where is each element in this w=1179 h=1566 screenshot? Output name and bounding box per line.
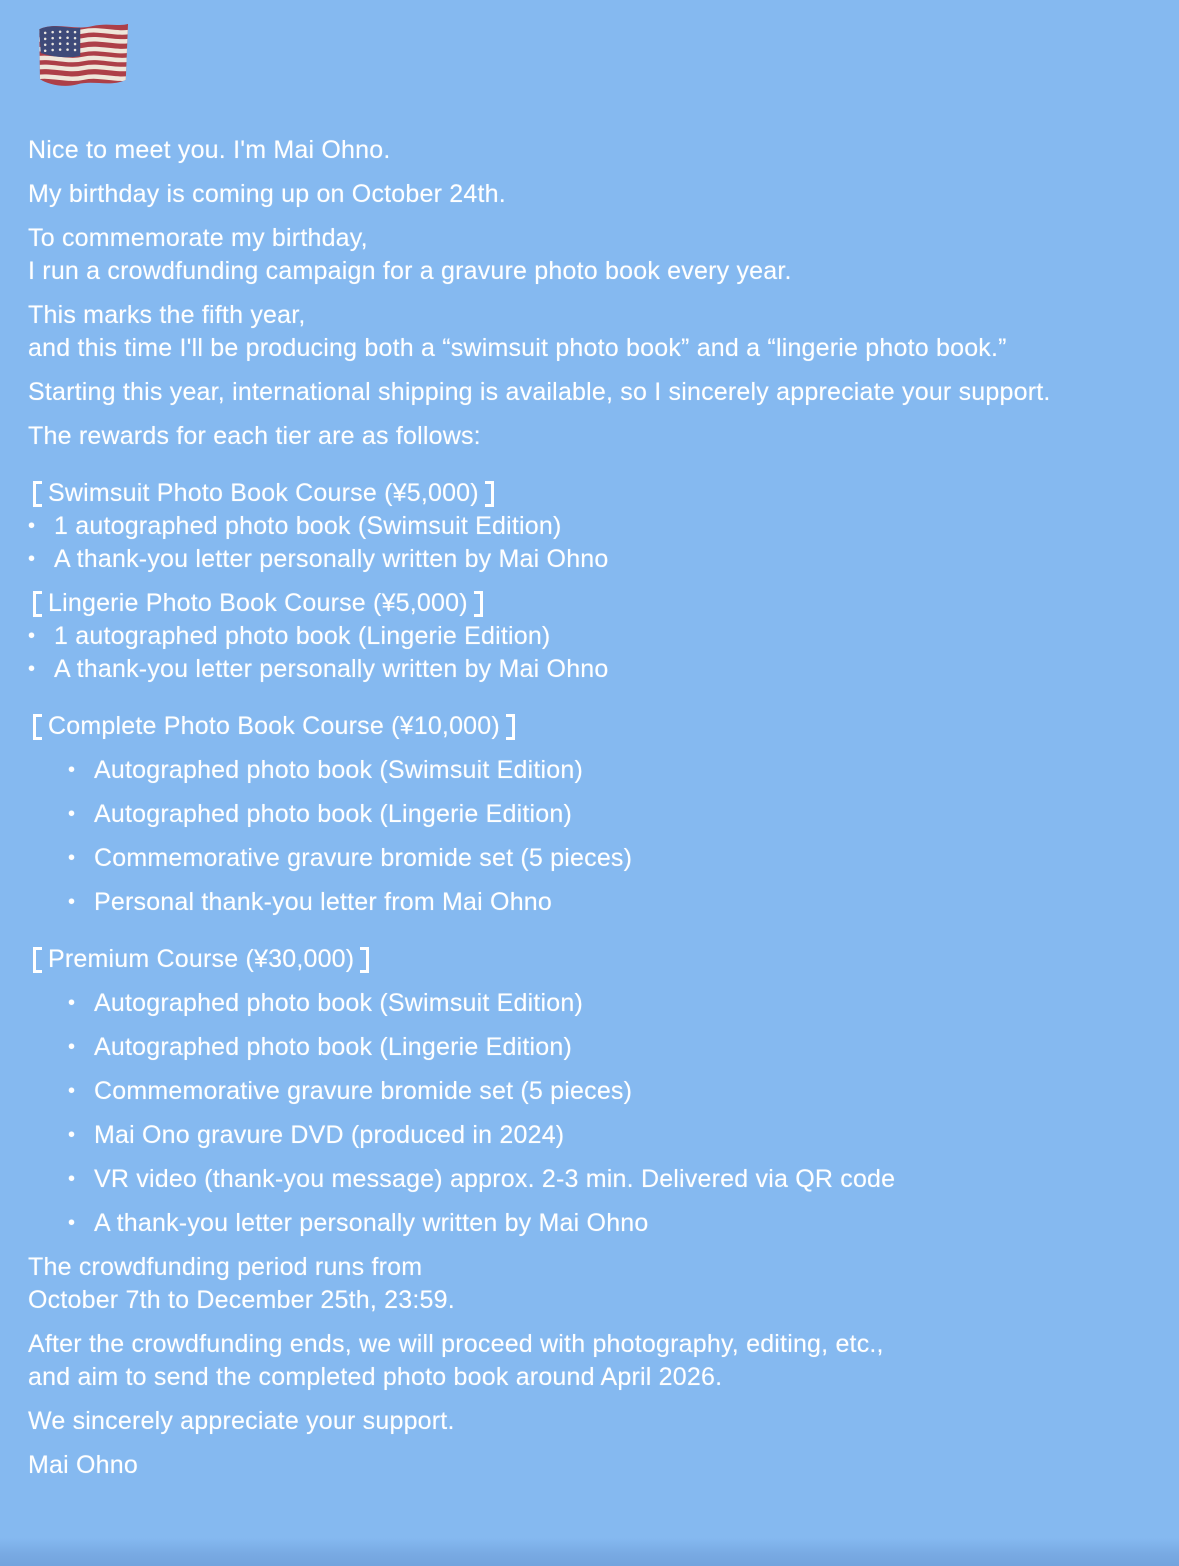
reward-text: Autographed photo book (Swimsuit Edition) bbox=[94, 989, 584, 1017]
bullet-icon: • bbox=[28, 625, 36, 647]
course-title bbox=[28, 477, 1163, 510]
lenticular-bracket-close-icon bbox=[485, 481, 494, 507]
reward-text: Personal thank-you letter from Mai Ohno bbox=[94, 888, 553, 916]
lenticular-bracket-open-icon bbox=[33, 947, 42, 973]
reward-text: Autographed photo book (Lingerie Edition) bbox=[94, 800, 572, 828]
bullet-icon: • bbox=[68, 1124, 76, 1146]
text-line: I run a crowdfunding campaign for a gravure photo book every year. bbox=[28, 257, 792, 285]
lenticular-bracket-close-icon bbox=[360, 947, 369, 973]
reward-item bbox=[28, 620, 1163, 653]
bullet-icon: • bbox=[28, 548, 36, 570]
reward-item bbox=[28, 653, 1163, 686]
bullet-icon: • bbox=[28, 515, 36, 537]
footer-period bbox=[28, 1251, 1163, 1317]
text-line: Nice to meet you. I'm Mai Ohno. bbox=[28, 136, 391, 164]
reward-item bbox=[28, 543, 1163, 576]
course-premium bbox=[28, 943, 1163, 1240]
lenticular-bracket-open-icon bbox=[33, 714, 42, 740]
footer-schedule bbox=[28, 1328, 1163, 1394]
bullet-icon: • bbox=[28, 658, 36, 680]
bottom-shade-strip bbox=[0, 1538, 1179, 1566]
reward-text: Autographed photo book (Swimsuit Edition) bbox=[94, 756, 584, 784]
reward-item bbox=[28, 886, 1163, 919]
intro-shipping bbox=[28, 376, 1163, 409]
text-line: The crowdfunding period runs from bbox=[28, 1253, 423, 1281]
intro-rewards-lead bbox=[28, 420, 1163, 453]
bullet-icon: • bbox=[68, 1036, 76, 1058]
intro-birthday bbox=[28, 178, 1163, 211]
intro-fifth-year bbox=[28, 299, 1163, 365]
text-line: Mai Ohno bbox=[28, 1451, 138, 1479]
course-title-text: Complete Photo Book Course (¥10,000) bbox=[48, 712, 500, 740]
text-line: Starting this year, international shipping is available, so I sincerely appreciate your support. bbox=[28, 378, 1051, 406]
us-flag-svg bbox=[34, 20, 131, 92]
course-title bbox=[28, 710, 1163, 743]
announcement-body bbox=[0, 92, 1179, 1482]
lenticular-bracket-close-icon bbox=[474, 591, 483, 617]
reward-text: Mai Ono gravure DVD (produced in 2024) bbox=[94, 1121, 565, 1149]
reward-item bbox=[28, 510, 1163, 543]
bullet-icon: • bbox=[68, 759, 76, 781]
reward-text: A thank-you letter personally written by Mai Ohno bbox=[54, 655, 609, 683]
reward-list bbox=[28, 754, 1163, 919]
text-line: and this time I'll be producing both a “swimsuit photo book” and a “lingerie photo book.” bbox=[28, 334, 1007, 362]
bullet-icon: • bbox=[68, 847, 76, 869]
lenticular-bracket-open-icon bbox=[33, 591, 42, 617]
reward-text: VR video (thank-you message) approx. 2-3 min. Delivered via QR code bbox=[94, 1165, 896, 1193]
reward-list bbox=[28, 620, 1163, 686]
reward-item bbox=[28, 1163, 1163, 1196]
course-title-text: Swimsuit Photo Book Course (¥5,000) bbox=[48, 479, 479, 507]
reward-text: 1 autographed photo book (Lingerie Edition) bbox=[54, 622, 551, 650]
course-title bbox=[28, 587, 1163, 620]
reward-text: 1 autographed photo book (Swimsuit Edition) bbox=[54, 512, 562, 540]
lenticular-bracket-close-icon bbox=[506, 714, 515, 740]
bullet-icon: • bbox=[68, 1212, 76, 1234]
us-flag-icon bbox=[0, 0, 1179, 92]
intro-campaign bbox=[28, 222, 1163, 288]
text-line: My birthday is coming up on October 24th. bbox=[28, 180, 506, 208]
reward-item bbox=[28, 1075, 1163, 1108]
text-line: To commemorate my birthday, bbox=[28, 224, 368, 252]
lenticular-bracket-open-icon bbox=[33, 481, 42, 507]
reward-item bbox=[28, 842, 1163, 875]
reward-item bbox=[28, 754, 1163, 787]
reward-text: A thank-you letter personally written by Mai Ohno bbox=[54, 545, 609, 573]
text-line: We sincerely appreciate your support. bbox=[28, 1407, 455, 1435]
reward-text: A thank-you letter personally written by Mai Ohno bbox=[94, 1209, 649, 1237]
reward-item bbox=[28, 1119, 1163, 1152]
reward-list bbox=[28, 987, 1163, 1240]
reward-item bbox=[28, 1031, 1163, 1064]
course-complete bbox=[28, 710, 1163, 919]
intro-greeting bbox=[28, 134, 1163, 167]
reward-item bbox=[28, 1207, 1163, 1240]
signature bbox=[28, 1449, 1163, 1482]
bullet-icon: • bbox=[68, 803, 76, 825]
course-swimsuit bbox=[28, 477, 1163, 576]
reward-item bbox=[28, 987, 1163, 1020]
reward-text: Autographed photo book (Lingerie Edition) bbox=[94, 1033, 572, 1061]
reward-list bbox=[28, 510, 1163, 576]
text-line: This marks the fifth year, bbox=[28, 301, 306, 329]
footer-thanks bbox=[28, 1405, 1163, 1438]
text-line: After the crowdfunding ends, we will proceed with photography, editing, etc., bbox=[28, 1330, 884, 1358]
bullet-icon: • bbox=[68, 1080, 76, 1102]
course-title bbox=[28, 943, 1163, 976]
reward-text: Commemorative gravure bromide set (5 pieces) bbox=[94, 844, 633, 872]
course-lingerie bbox=[28, 587, 1163, 686]
text-line: and aim to send the completed photo book around April 2026. bbox=[28, 1363, 723, 1391]
reward-item bbox=[28, 798, 1163, 831]
bullet-icon: • bbox=[68, 891, 76, 913]
text-line: The rewards for each tier are as follows: bbox=[28, 422, 481, 450]
reward-text: Commemorative gravure bromide set (5 pieces) bbox=[94, 1077, 633, 1105]
text-line: October 7th to December 25th, 23:59. bbox=[28, 1286, 455, 1314]
course-title-text: Lingerie Photo Book Course (¥5,000) bbox=[48, 589, 468, 617]
bullet-icon: • bbox=[68, 1168, 76, 1190]
bullet-icon: • bbox=[68, 992, 76, 1014]
course-title-text: Premium Course (¥30,000) bbox=[48, 945, 355, 973]
